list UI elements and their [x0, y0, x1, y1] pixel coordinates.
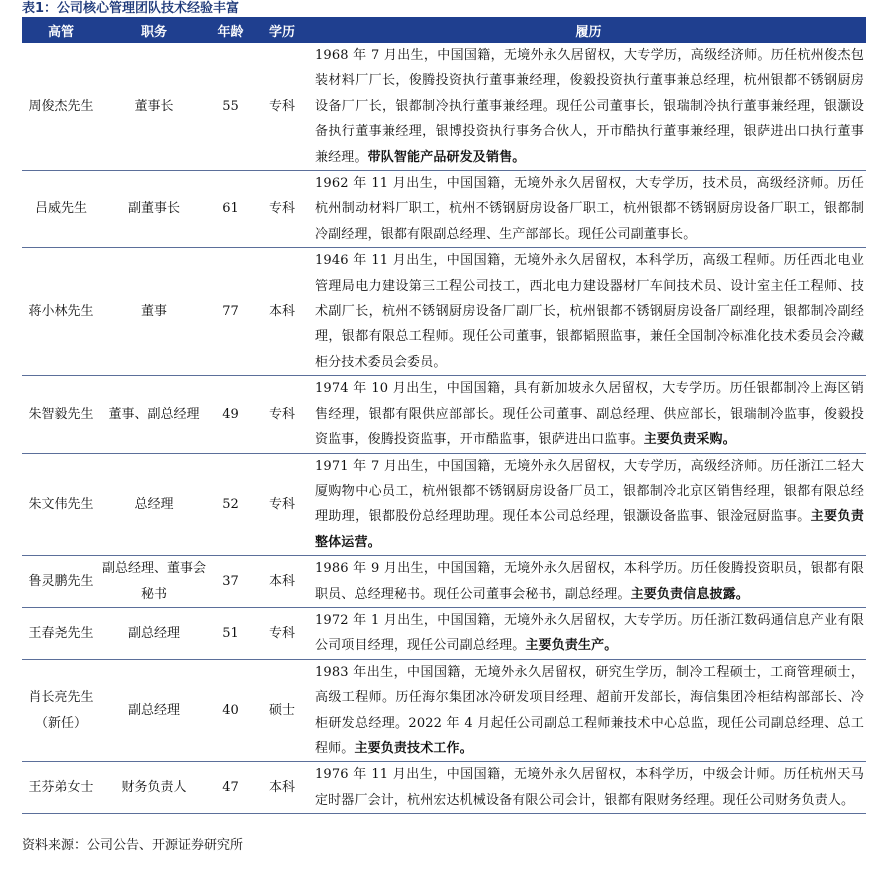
cell-position: 总经理 [100, 453, 208, 556]
cell-name: 蒋小林先生 [22, 248, 100, 376]
cell-education: 专科 [253, 453, 311, 556]
cell-bio [311, 248, 866, 376]
cell-name: 周俊杰先生 [22, 43, 100, 171]
table-row [22, 376, 866, 453]
cell-name: 王芬弟女士 [22, 762, 100, 814]
cell-age: 61 [208, 171, 253, 248]
bio-text: 1983 年出生，中国国籍，无境外永久居留权，研究生学历，制冷工程硕士，工商管理硕士，高级工程师。历任海尔集团冰冷研发项目经理、超前开发部长，海信集团冷柜结构部部长、冷柜研发总经理。2022 年 4 月起任公司副总工程师兼技术中心总监，现任公司副总经理、总工程师。 [315, 664, 864, 756]
bio-text: 1968 年 7 月出生，中国国籍，无境外永久居留权，大专学历，高级经济师。历任杭州俊杰包装材料厂厂长，俊腾投资执行董事兼经理，俊毅投资执行董事兼总经理，杭州银都不锈钢厨房设备厂厂长，银都制冷执行董事兼经理。现任公司董事长，银瑞制冷执行董事兼经理，银灏设备执行董事兼经理，银博投资执行事务合伙人，开市酷执行董事兼经理，银萨进出口执行董事兼经理。 [315, 48, 864, 165]
cell-age: 40 [208, 659, 253, 762]
cell-education: 专科 [253, 171, 311, 248]
cell-education: 本科 [253, 248, 311, 376]
cell-age: 55 [208, 43, 253, 171]
cell-bio [311, 453, 866, 556]
table-row [22, 607, 866, 659]
cell-education: 本科 [253, 762, 311, 814]
cell-position: 副总经理 [100, 607, 208, 659]
table-row [22, 556, 866, 608]
table-title: 表1：公司核心管理团队技术经验丰富 [22, 1, 240, 16]
table-row [22, 248, 866, 376]
bio-highlight: 主要负责信息披露。 [630, 586, 749, 602]
cell-age: 51 [208, 607, 253, 659]
bio-highlight: 主要负责生产。 [525, 638, 618, 654]
bio-text: 1962 年 11 月出生，中国国籍，无境外永久居留权，大专学历，技术员，高级经济师。历任杭州制动材料厂职工，杭州不锈钢厨房设备厂职工，杭州银都不锈钢厨房设备厂职工，银都制冷副经理，银都有限副总经理、生产部部长。现任公司副董事长。 [315, 176, 864, 242]
cell-bio [311, 659, 866, 762]
bio-text: 1946 年 11 月出生，中国国籍，无境外永久居留权，本科学历，高级工程师。历任西北电业管理局电力建设第三工程公司技工，西北电力建设器材厂车间技术员、设计室主任工程师、技术副厂长，杭州不锈钢厨房设备厂副厂长，杭州银都不锈钢厨房设备厂副经理，银都制冷副经理，银都有限总工程师。现任公司董事，银都韬照监事，兼任全国制冷标准化技术委员会冷藏柜分技术委员会委员。 [315, 253, 864, 370]
cell-age: 77 [208, 248, 253, 376]
cell-position: 副总经理、董事会秘书 [100, 556, 208, 608]
cell-bio [311, 607, 866, 659]
cell-education: 专科 [253, 376, 311, 453]
header-education: 学历 [253, 17, 311, 43]
cell-position: 副董事长 [100, 171, 208, 248]
bio-text: 1974 年 10 月出生，中国国籍，具有新加坡永久居留权，大专学历。历任银都制冷上海区销售经理，银都有限供应部部长。现任公司董事、副总经理、供应部长，银瑞制冷监事，俊毅投资监事，俊腾投资监事，开市酷监事，银萨进出口监事。 [315, 381, 864, 448]
cell-name: 吕威先生 [22, 171, 100, 248]
table-row [22, 762, 866, 814]
cell-bio [311, 556, 866, 608]
cell-bio [311, 43, 866, 171]
cell-age: 37 [208, 556, 253, 608]
management-table [22, 17, 866, 814]
bio-highlight: 带队智能产品研发及销售。 [367, 149, 526, 165]
cell-name: 朱智毅先生 [22, 376, 100, 453]
cell-position: 董事长 [100, 43, 208, 171]
header-row [22, 17, 866, 43]
cell-name: 鲁灵鹏先生 [22, 556, 100, 608]
cell-education: 专科 [253, 607, 311, 659]
cell-name: 肖长亮先生（新任） [22, 659, 100, 762]
table-row [22, 659, 866, 762]
cell-education: 硕士 [253, 659, 311, 762]
header-age: 年龄 [208, 17, 253, 43]
cell-position: 副总经理 [100, 659, 208, 762]
cell-bio [311, 171, 866, 248]
table-row [22, 453, 866, 556]
table-row [22, 43, 866, 171]
bio-text: 1986 年 9 月出生，中国国籍，无境外永久居留权，本科学历。历任俊腾投资职员，银都有限职员、总经理秘书。现任公司董事会秘书，副总经理。 [315, 561, 864, 602]
cell-bio [311, 376, 866, 453]
cell-name: 朱文伟先生 [22, 453, 100, 556]
cell-bio [311, 762, 866, 814]
bio-highlight: 主要负责整体运营。 [315, 509, 864, 550]
cell-age: 47 [208, 762, 253, 814]
bio-text: 1972 年 1 月出生，中国国籍，无境外永久居留权，大专学历。历任浙江数码通信息产业有限公司项目经理，现任公司副总经理。 [315, 612, 864, 654]
cell-education: 专科 [253, 43, 311, 171]
cell-name: 王春尧先生 [22, 607, 100, 659]
bio-highlight: 主要负责技术工作。 [354, 740, 473, 756]
cell-education: 本科 [253, 556, 311, 608]
source-note: 资料来源：公司公告、开源证券研究所 [22, 838, 244, 853]
cell-position: 董事、副总经理 [100, 376, 208, 453]
table-row [22, 171, 866, 248]
cell-age: 49 [208, 376, 253, 453]
cell-position: 董事 [100, 248, 208, 376]
bio-text: 1971 年 7 月出生，中国国籍，无境外永久居留权，大专学历，高级经济师。历任浙江二轻大厦购物中心员工，杭州银都不锈钢厨房设备厂员工，银都制冷北京区销售经理，银都有限总经理助理，银都股份总经理助理。现任本公司总经理，银灏设备监事、银淦冠厨监事。 [315, 458, 864, 525]
bio-highlight: 主要负责采购。 [643, 432, 736, 448]
cell-age: 52 [208, 453, 253, 556]
header-bio: 履历 [311, 17, 866, 43]
bio-text: 1976 年 11 月出生，中国国籍，无境外永久居留权，本科学历，中级会计师。历任杭州天马定时器厂会计，杭州宏达机械设备有限公司会计，银都有限财务经理。现任公司财务负责人。 [315, 767, 864, 808]
cell-position: 财务负责人 [100, 762, 208, 814]
header-position: 职务 [100, 17, 208, 43]
header-name: 高管 [22, 17, 100, 43]
